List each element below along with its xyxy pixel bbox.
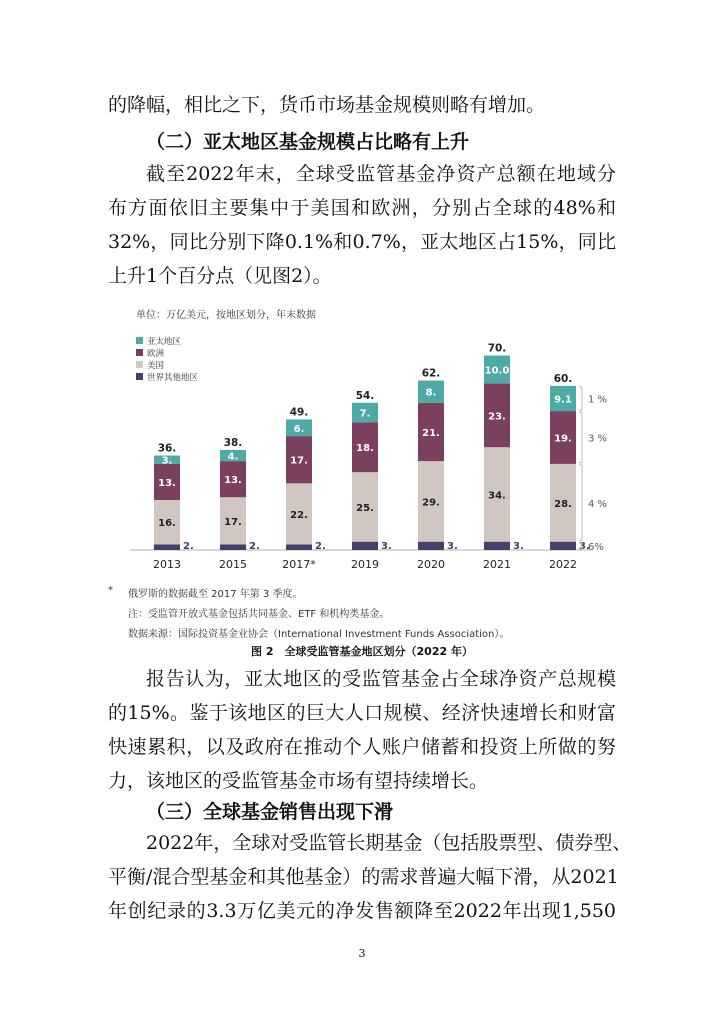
- bar-value-label: 6.: [293, 423, 305, 435]
- paragraph-line: 截至2022年末，全球受监管基金净资产总额在地域分: [146, 163, 616, 185]
- bar-value-label: 13.: [224, 475, 242, 487]
- paragraph-line: 力，该地区的受监管基金市场有望持续增长。: [108, 770, 489, 792]
- paragraph-line: 2022年，全球对受监管长期基金（包括股票型、债券型、: [146, 832, 632, 854]
- legend-label: 世界其他地区: [147, 373, 199, 383]
- paragraph-line: 的15%。鉴于该地区的巨大人口规模、经济快速增长和财富: [108, 702, 616, 724]
- section-heading-asia-pacific: （二）亚太地区基金规模占比略有上升: [146, 131, 470, 153]
- section-heading-sales-decline: （三）全球基金销售出现下滑: [146, 801, 394, 823]
- bar-value-label: 3.: [579, 541, 590, 552]
- legend-swatch: [136, 337, 143, 344]
- bar-value-label: 23.: [488, 411, 506, 423]
- bar-total-label: 36.: [157, 442, 177, 455]
- bar-value-label: 3.: [447, 541, 458, 552]
- bar-value-label: 17.: [290, 455, 308, 467]
- bar-value-label: 2.: [315, 541, 326, 552]
- bar-total-label: 70.: [487, 342, 507, 355]
- paragraph-line: 报告认为，亚太地区的受监管基金占全球净资产总规模: [146, 668, 616, 690]
- footnote-note: 注：受监管开放式基金包括共同基金、ETF 和机构类基金。: [128, 609, 390, 620]
- paragraph-line: 平衡/混合型基金和其他基金）的需求普遍大幅下滑，从2021: [108, 866, 619, 888]
- paragraph-regional-distribution: [108, 157, 616, 293]
- bar-value-label: 16.: [158, 518, 176, 530]
- bar-value-label: 21.: [422, 427, 440, 439]
- bar-total-label: 60.: [553, 372, 573, 385]
- bar-value-label: 17.: [224, 516, 242, 528]
- bar-value-label: 7.: [359, 408, 371, 420]
- chart-unit-note: 单位：万亿美元，按地区划分，年末数据: [136, 310, 316, 321]
- bar-segment: [484, 542, 510, 550]
- paragraph-line: 年创纪录的3.3万亿美元的净发售额降至2022年出现1,550: [108, 900, 616, 922]
- bar-segment: [220, 544, 246, 550]
- bar-total-label: 54.: [355, 389, 375, 402]
- paragraph-report-view: [108, 662, 616, 798]
- share-label: 3 %: [588, 433, 608, 445]
- bar-value-label: 3.: [381, 541, 392, 552]
- bar-segment: [154, 544, 180, 550]
- legend-swatch: [136, 373, 143, 380]
- bar-value-label: 22.: [290, 509, 308, 521]
- bar-value-label: 10.0: [484, 365, 510, 377]
- footnote-russia: 俄罗斯的数据截至 2017 年第 3 季度。: [128, 589, 303, 600]
- bar-value-label: 2.: [249, 541, 260, 552]
- paragraph-sales: [108, 826, 632, 928]
- bar-total-label: 49.: [289, 406, 309, 419]
- bar-value-label: 18.: [356, 443, 374, 455]
- stacked-bar-chart: [0, 330, 724, 580]
- x-tick-label: 2021: [483, 558, 511, 571]
- bar-segment: [418, 542, 444, 550]
- bar-value-label: 3.: [513, 541, 524, 552]
- bar-value-label: 25.: [356, 502, 374, 514]
- figure-caption: 图 2 全球受监管基金地区划分（2022 年）: [251, 645, 473, 658]
- bar-value-label: 28.: [554, 498, 572, 510]
- page-number: 3: [358, 947, 366, 960]
- paragraph-line: 布方面依旧主要集中于美国和欧洲，分别占全球的48%和: [108, 197, 616, 219]
- bar-segment: [352, 542, 378, 550]
- legend-label: 亚太地区: [147, 337, 182, 347]
- x-tick-label: 2013: [153, 558, 181, 571]
- footnote-star-mark: *: [108, 585, 113, 596]
- bar-value-label: 13.: [158, 477, 176, 489]
- x-tick-label: 2022: [549, 558, 577, 571]
- paragraph-line: 的降幅，相比之下，货币市场基金规模则略有增加。: [108, 94, 546, 116]
- paragraph-line: 32%，同比分别下降0.1%和0.7%，亚太地区占15%，同比: [108, 231, 616, 253]
- share-label: 4 %: [588, 498, 608, 510]
- bar-value-label: 29.: [422, 497, 440, 509]
- bar-value-label: 2.: [183, 541, 194, 552]
- x-tick-label: 2015: [219, 558, 247, 571]
- legend-swatch: [136, 361, 143, 368]
- bar-value-label: 8.: [425, 387, 437, 399]
- bar-segment: [286, 544, 312, 550]
- bar-total-label: 38.: [223, 437, 243, 449]
- legend-label: 美国: [147, 361, 165, 371]
- legend-swatch: [136, 349, 143, 356]
- bar-total-label: 62.: [421, 367, 441, 380]
- bar-value-label: 4.: [227, 451, 239, 463]
- bar-segment: [550, 542, 576, 550]
- x-tick-label: 2020: [417, 558, 445, 571]
- x-tick-label: 2019: [351, 558, 379, 571]
- bar-value-label: 9.1: [554, 394, 572, 406]
- legend-label: 欧洲: [147, 349, 165, 359]
- bar-value-label: 19.: [554, 433, 572, 445]
- footnote-source: 数据来源：国际投资基金业协会（International Investment Funds Association）。: [128, 629, 510, 640]
- share-label: 6%: [588, 541, 604, 553]
- bar-value-label: 34.: [488, 490, 506, 502]
- x-tick-label: 2017*: [282, 558, 316, 571]
- bar-value-label: 3.: [161, 455, 173, 467]
- paragraph-line: 快速累积，以及政府在推动个人账户储蓄和投资上所做的努: [108, 736, 616, 758]
- share-label: 1 %: [588, 394, 608, 406]
- paragraph-line: 上升1个百分点（见图2）。: [108, 265, 332, 287]
- paragraph-intro: [108, 88, 616, 122]
